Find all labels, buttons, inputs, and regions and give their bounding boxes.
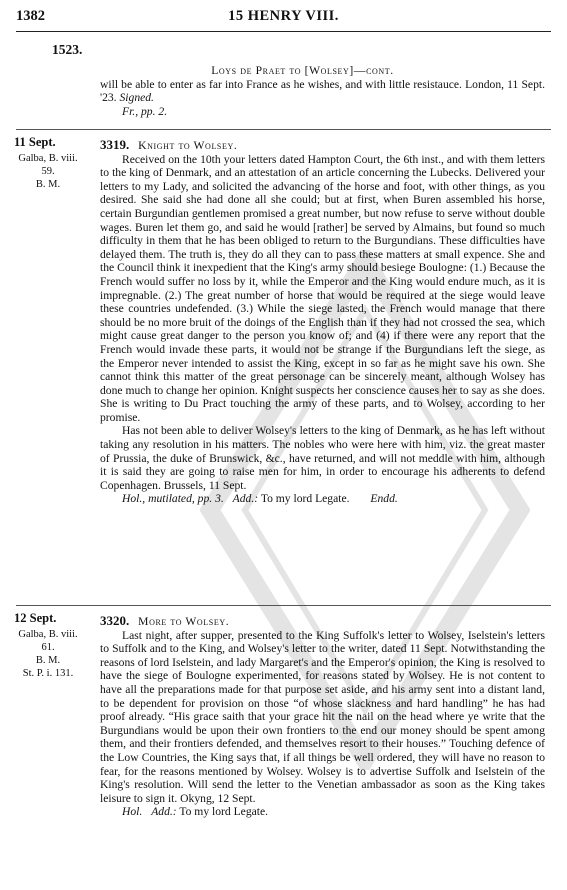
entry-number: 3320. [100,613,130,628]
entry-date: 12 Sept. [14,611,57,625]
entry-previous-title: Loys de Praet to [Wolsey]—cont. [211,64,394,77]
entry-3320 [100,614,545,819]
margin-3320 [0,612,96,680]
entry-number: 3319. [100,137,130,152]
source-ref: Galba, B. viii. [18,153,78,164]
entry-previous-footer: Fr., pp. 2. [122,104,168,118]
entry-footer: Hol., mutilated, pp. 3. Add.: To my lord Legate. Endd. [122,492,398,506]
entry-previous-text: will be able to enter as far into France as he wishes, and with little resistauce. London, 11 Sept. '23. [100,77,545,105]
entry-separator [16,605,551,606]
entry-3319 [100,138,545,506]
entry-paragraph: Received on the 10th your letters dated Hampton Court, the 6th inst., and with them letters to the king of Denmark, and an attestation of an article concerning the Lubecks. Delivered your letters to my Lady, and solicited the advancing of the horse and foot, with other things, as you desired. She said she had done all she could; but at first, when Buren assembled his horse, certain Burgundian gentlemen promised a great number, but now refuse to serve without double wages. Buren let them go, and said he would [rather] be served by Almains, but found so much difficulty in them that he has been obliged to return to the Burgundians. These difficulties have delayed them. The truth is, they do all they can to pass these matters at small expence. She and the Council think it inexpedient that the King's army should besiege Boulogne: (1.) Because the French would suffer no loss by it, while the Emperor and the King would endure much, as it is impregnable. (2.) The great number of horse that would be required at the siege would leave these countries undefended. (3.) While the siege lasted, the French would manage that there should be no more bruit of the doings of the English than if they had not crossed the sea, which might cause great danger to the person you know of; and (4) if there were any report that the French would invade these parts, it would not be strange if the Burgundians left the siege, as the Emperor never intended to assist the King, except in so far as he might save his own. She cannot think this matter of the great personage can be sincerely meant, although Wolsey has done much to change her opinion. Knight suspects her conscience causes her to say as she does. She is writing to Du Pract touching the army of these parts, and to Wolsey, according to her promise. [100,152,545,424]
entry-paragraph: Last night, after supper, presented to the King Suffolk's letter to Wolsey, Iselstein's letters to Suffolk and to the King, and Wolsey's letter to the writer, dated 11 Sept. Notwithstanding the reasons of lord Iselstein, and lady Margaret's and the Emperor's opinion, the King is resolved to have the siege of Boulogne experimented, for reasons stated by Wolsey. He is not content to have all the preparations made for that purpose set aside, and his army sent into a distant land, to be dependent for provision on those “of whose slackness and hard handling” he has had proof already. “His grace saith that your grace hit the nail on the head where ye write that the Burgundians would be upon their own frontiers to the end our money should be spent among them, and their frontiers defended, and themselves resort to their houses.” Touching defence of the Low Countries, the King says that, if all things be well ordered, they will have no reason to fear, for the reasons mentioned by Wolsey. Wolsey is to advertise Suffolk and Iselstein of the King's resolution. Will send the letter to the Venetian ambassador as soon as the King takes leisure to sign it. Okyng, 12 Sept. [100,628,545,805]
page-header [16,6,551,30]
source-ref: B. M. [35,179,61,190]
page-number: 1382 [16,8,45,24]
running-title: 15 HENRY VIII. [228,8,339,24]
entry-paragraph: Has not been able to deliver Wolsey's letters to the king of Denmark, as he has left without taking any resolution in his matters. The nobles who were here with him, viz. the great master of Prussia, the duke of Brunswick, &c., have returned, and will not meddle with him, although it is said they are going to raise men for him, in order to encourage his adherents to defend Copenhagen. Brussels, 11 Sept. [100,424,545,492]
entry-previous-signed: Signed. [119,91,154,105]
year-label: 1523. [52,42,83,57]
source-ref: 59. [41,166,55,177]
entry-title: More to Wolsey. [138,615,230,628]
source-ref: 61. [41,642,55,653]
entry-previous [100,64,545,118]
margin-3319 [0,136,96,191]
source-ref: B. M. [35,655,61,666]
header-rule [16,31,551,32]
entry-date: 11 Sept. [14,135,56,149]
source-ref: St. P. i. 131. [22,668,74,679]
entry-title: Knight to Wolsey. [138,139,238,152]
entry-footer: Hol. Add.: To my lord Legate. [122,805,269,819]
entry-separator [16,129,551,130]
source-ref: Galba, B. viii. [18,629,78,640]
